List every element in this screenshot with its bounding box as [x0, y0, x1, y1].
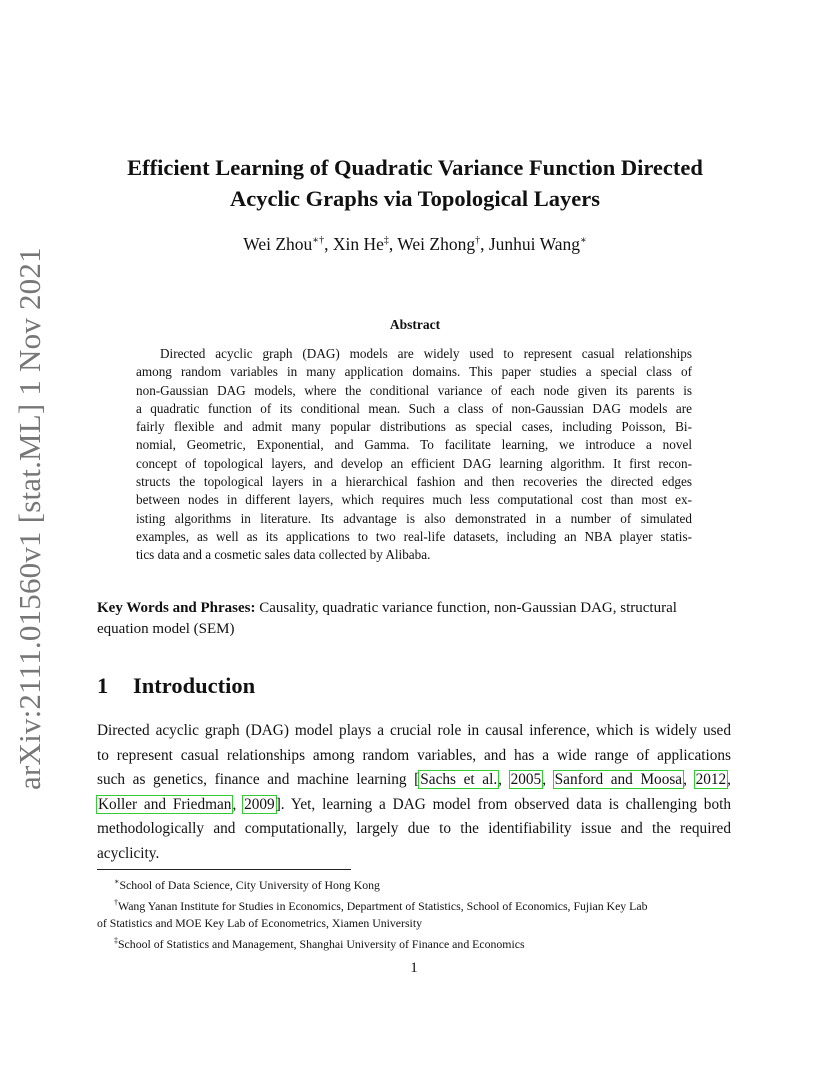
intro-line-with-citations — [97, 793, 731, 818]
footnote-text: Wang Yanan Institute for Studies in Economics, Department of Statistics, School of Economics, Fujian Key Lab — [118, 898, 648, 913]
author-name: Junhui Wang — [488, 234, 580, 254]
intro-text: ]. Yet, learning a DAG model from observed data is challenging both — [275, 795, 731, 813]
abstract-line: non-Gaussian DAG models, where the conditional variance of each node given its parents is — [136, 382, 692, 398]
citation-separator: , — [498, 771, 510, 789]
abstract-line: structs the topological layers in a hierarchical fashion and then recoveries the directed edges — [136, 474, 692, 490]
abstract-line: concept of topological layers, and develop an efficient DAG learning algorithm. It first recon- — [136, 455, 692, 471]
abstract-heading: Abstract — [389, 317, 441, 332]
keywords-line — [97, 598, 731, 619]
introduction-paragraph — [97, 719, 731, 867]
intro-line: methodologically and computationally, largely due to the identifiability issue and the required — [97, 820, 731, 838]
footnote-mark: ‡ — [114, 935, 118, 945]
section-title: Introduction — [133, 673, 256, 698]
footnote-mark: † — [114, 897, 118, 907]
section-heading-introduction — [97, 673, 255, 699]
citation-separator: , — [542, 771, 554, 789]
citation-link[interactable]: 2012 — [695, 771, 727, 789]
footnote-text: School of Data Science, City University of Hong Kong — [119, 877, 380, 892]
abstract-line: Directed acyclic graph (DAG) models are widely used to represent casual relationships — [160, 346, 692, 361]
footnote-2 — [97, 894, 731, 915]
author-separator: , — [388, 234, 398, 254]
author-separator: , — [480, 234, 489, 254]
citation-separator: , — [232, 795, 244, 813]
abstract-body — [136, 345, 692, 565]
keywords-label: Key Words and Phrases: — [97, 600, 256, 616]
citation-link[interactable]: Koller and Friedman — [98, 795, 232, 813]
abstract-line: a quadratic function of its conditional mean. Such a class of non-Gaussian DAG models are — [136, 400, 692, 416]
intro-line-with-citations — [97, 768, 731, 793]
footnote-1 — [97, 873, 731, 894]
author-name: Wei Zhong — [397, 234, 476, 254]
abstract-line: fairly flexible and admit many popular distributions as special cases, including Poisson, Bi- — [136, 419, 692, 435]
citation-link[interactable]: 2009 — [244, 795, 275, 813]
intro-line: Directed acyclic graph (DAG) model plays a crucial role in causal inference, which is widely used — [97, 722, 731, 739]
citation-link[interactable]: 2005 — [510, 771, 542, 789]
citation-separator: , — [727, 771, 731, 789]
arxiv-identifier-stamp: arXiv:2111.01560v1 [stat.ML] 1 Nov 2021 — [12, 247, 47, 790]
footnote-3 — [97, 932, 731, 953]
title-line-2: Acyclic Graphs via Topological Layers — [229, 186, 600, 211]
keywords-block — [97, 598, 731, 640]
keywords-text: Causality, quadratic variance function, non-Gaussian DAG, structural — [259, 600, 677, 616]
footnotes — [97, 873, 731, 953]
author-list — [100, 234, 730, 255]
citation-link[interactable]: Sanford and Moosa — [554, 771, 683, 789]
footnote-text: School of Statistics and Management, Shanghai University of Finance and Economics — [118, 936, 525, 951]
affiliation-mark: † — [475, 235, 481, 247]
page-number: 1 — [410, 960, 418, 976]
abstract-line: isting algorithms in literature. Its advantage is also demonstrated in a number of simulated — [136, 510, 692, 526]
intro-text: such as genetics, finance and machine learning [ — [97, 771, 420, 789]
intro-line: acyclicity. — [97, 844, 160, 862]
section-number: 1 — [97, 673, 109, 698]
abstract-line: tics data and a cosmetic sales data collected by Alibaba. — [136, 547, 431, 563]
keywords-text-continued: equation model (SEM) — [97, 621, 235, 637]
intro-line: to represent casual relationships among random variables, and has a wide range of applications — [97, 746, 731, 764]
citation-link[interactable]: Sachs et al. — [420, 771, 498, 789]
author-name: Wei Zhou — [243, 234, 313, 254]
author-separator: , — [324, 234, 333, 254]
footnote-mark: ∗ — [114, 877, 120, 886]
paper-title — [100, 152, 730, 214]
abstract-line: examples, as well as its applications to two real-life datasets, including an NBA player statis- — [136, 528, 692, 544]
abstract-line: between nodes in different layers, which requires much less computational cost than most ex- — [136, 492, 692, 508]
affiliation-mark: ∗ — [579, 235, 587, 247]
footnote-divider — [97, 869, 351, 870]
author-name: Xin He — [332, 234, 384, 254]
citation-separator: , — [683, 771, 695, 789]
title-line-1: Efficient Learning of Quadratic Variance Function Directed — [127, 155, 703, 180]
affiliation-mark: ‡ — [383, 235, 389, 247]
footnote-2-continued: of Statistics and MOE Key Lab of Econometrics, Xiamen University — [97, 915, 422, 930]
affiliation-mark: ∗† — [312, 235, 325, 247]
abstract-line: among random variables in many application domains. This paper studies a special class of — [136, 364, 692, 380]
abstract-line: nomial, Geometric, Exponential, and Gamma. To facilitate learning, we introduce a novel — [136, 437, 692, 453]
